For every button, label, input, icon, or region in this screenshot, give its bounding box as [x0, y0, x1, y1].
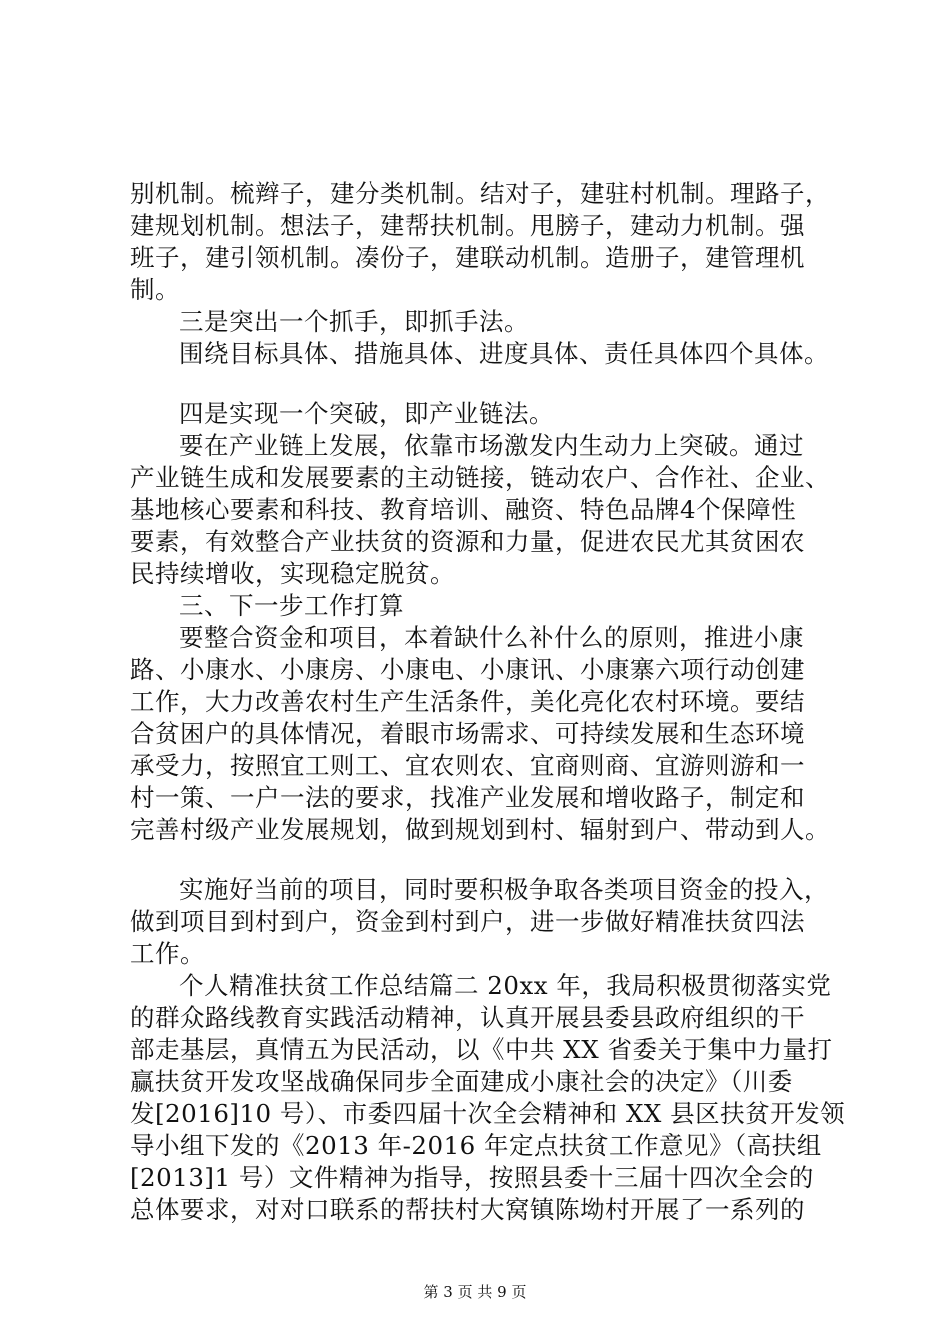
text-line: 四是实现一个突破，即产业链法。 [179, 399, 554, 428]
text-line: 民持续增收，实现稳定脱贫。 [130, 559, 455, 588]
text-line: 完善村级产业发展规划，做到规划到村、辐射到户、带动到人。 [130, 815, 830, 844]
text-line: 班子，建引领机制。凑份子，建联动机制。造册子，建管理机 [130, 243, 805, 272]
text-line: 围绕目标具体、措施具体、进度具体、责任具体四个具体。 [179, 339, 829, 368]
text-line: 总体要求，对对口联系的帮扶村大窝镇陈坳村开展了一系列的 [130, 1195, 805, 1224]
text-line: 村一策、一户一法的要求，找准产业发展和增收路子，制定和 [130, 783, 805, 812]
text-line: 要整合资金和项目，本着缺什么补什么的原则，推进小康 [179, 623, 804, 652]
text-line: 三、下一步工作打算 [179, 591, 404, 620]
text-line: 工作，大力改善农村生产生活条件，美化亮化农村环境。要结 [130, 687, 805, 716]
text-line: 做到项目到村到户，资金到村到户，进一步做好精准扶贫四法 [130, 907, 805, 936]
text-line: 赢扶贫开发攻坚战确保同步全面建成小康社会的决定》（川委 [130, 1067, 793, 1096]
text-line: 工作。 [130, 939, 205, 968]
text-line: 三是突出一个抓手，即抓手法。 [179, 307, 529, 336]
text-line: 实施好当前的项目，同时要积极争取各类项目资金的投入， [179, 875, 829, 904]
text-line: 承受力，按照宜工则工、宜农则农、宜商则商、宜游则游和一 [130, 751, 805, 780]
text-line: 部走基层，真情五为民活动，以《中共 XX 省委关于集中力量打 [130, 1035, 833, 1064]
text-line: 发[2016]10 号）、市委四届十次全会精神和 XX 县区扶贫开发领 [130, 1099, 846, 1128]
page-number-footer: 第 3 页 共 9 页 [423, 1283, 527, 1301]
text-line: 导小组下发的《2013 年-2016 年定点扶贫工作意见》（高扶组 [130, 1131, 822, 1160]
text-line: 制。 [130, 275, 180, 304]
text-line: 合贫困户的具体情况，着眼市场需求、可持续发展和生态环境 [130, 719, 805, 748]
text-line: 要素，有效整合产业扶贫的资源和力量，促进农民尤其贫困农 [130, 527, 805, 556]
text-line: 建规划机制。想法子，建帮扶机制。甩膀子，建动力机制。强 [130, 211, 805, 240]
text-line: 基地核心要素和科技、教育培训、融资、特色品牌4个保障性 [130, 495, 797, 524]
text-line: 路、小康水、小康房、小康电、小康讯、小康寨六项行动创建 [130, 655, 805, 684]
text-line: 个人精准扶贫工作总结篇二 20xx 年，我局积极贯彻落实党 [179, 971, 832, 1000]
text-line: 产业链生成和发展要素的主动链接，链动农户、合作社、企业、 [130, 463, 830, 492]
text-line: 要在产业链上发展，依靠市场激发内生动力上突破。通过 [179, 431, 804, 460]
text-line: 的群众路线教育实践活动精神，认真开展县委县政府组织的干 [130, 1003, 805, 1032]
text-line: 别机制。梳辫子，建分类机制。结对子，建驻村机制。理路子， [130, 179, 830, 208]
text-line: [2013]1 号）文件精神为指导，按照县委十三届十四次全会的 [130, 1163, 814, 1192]
